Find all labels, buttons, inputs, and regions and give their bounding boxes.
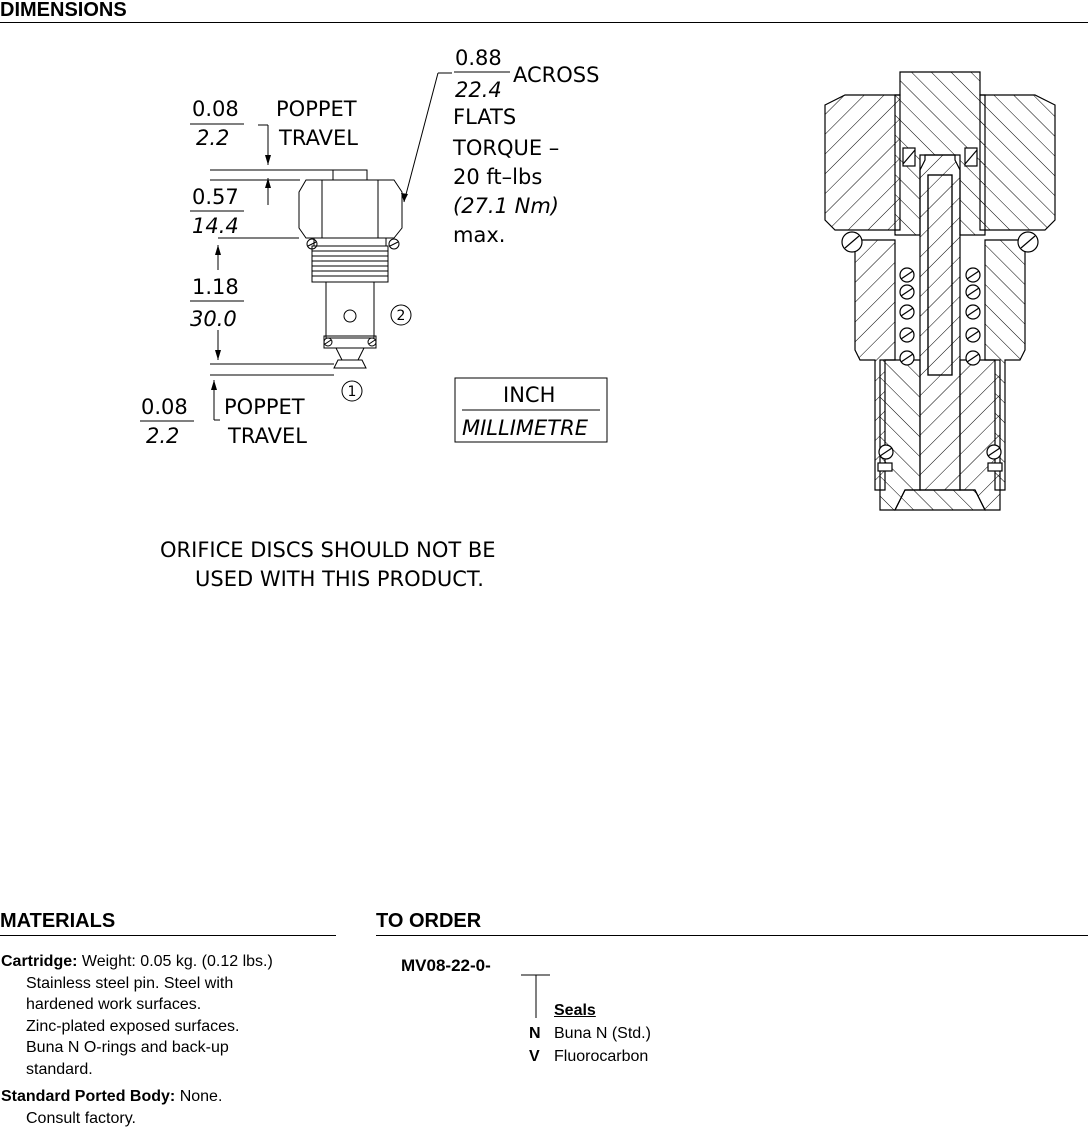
torque-line-3: (27.1 Nm) [453, 194, 559, 218]
materials-header: MATERIALS [0, 910, 116, 932]
bottom-travel-mm: 2.2 [146, 424, 180, 448]
body-length-mm: 30.0 [190, 307, 237, 331]
cartridge-detail: standard. [26, 1060, 93, 1078]
to-order-header: TO ORDER [376, 910, 482, 932]
hex-height-inch: 0.57 [192, 185, 239, 209]
seals-title: Seals [554, 1002, 596, 1019]
pin-top [333, 170, 367, 180]
materials-text [1, 951, 341, 1129]
bottom-travel-label-2: TRAVEL [228, 424, 307, 448]
section-poppet [895, 490, 985, 510]
across-label: ACROSS [513, 63, 600, 87]
torque-line-4: max. [453, 223, 506, 247]
cartridge-label: Cartridge: [1, 953, 78, 970]
hex-nut [299, 180, 402, 238]
seal-option-n [529, 1025, 651, 1043]
across-flats-mm: 22.4 [455, 78, 502, 102]
seal-code: N [529, 1025, 541, 1042]
bottom-travel-label-1: POPPET [224, 395, 305, 419]
cartridge-detail: Stainless steel pin. Steel with [26, 974, 234, 992]
dimensions-header: DIMENSIONS [0, 0, 127, 21]
bottom-travel-inch: 0.08 [141, 395, 188, 419]
body-value: None. [179, 1088, 223, 1105]
materials-rule [0, 935, 336, 936]
note-line-1: ORIFICE DISCS SHOULD NOT BE [160, 538, 496, 562]
section-body-right [960, 360, 1000, 510]
flats-label: FLATS [453, 105, 517, 129]
seal-option-v [529, 1048, 648, 1066]
body-length-inch: 1.18 [192, 275, 239, 299]
seal-code: V [529, 1048, 540, 1065]
top-travel-inch: 0.08 [192, 97, 239, 121]
port-1-label: 1 [347, 384, 357, 400]
top-travel-mm: 2.2 [196, 126, 230, 150]
across-flats-inch: 0.88 [455, 46, 502, 70]
cartridge-detail: Zinc-plated exposed surfaces. [26, 1017, 240, 1035]
cartridge-line [1, 951, 341, 973]
section-nut-right [980, 95, 1055, 230]
torque-line-1: TORQUE – [453, 136, 560, 160]
body-line [1, 1086, 341, 1108]
legend-inch: INCH [503, 383, 556, 407]
cartridge-weight: Weight: 0.05 kg. (0.12 lbs.) [81, 953, 273, 970]
model-code: MV08-22-0- [401, 956, 491, 975]
body-detail: Consult factory. [26, 1109, 136, 1127]
to-order-rule [376, 935, 1088, 936]
dimension-drawing [0, 0, 620, 600]
cross-section-view [800, 60, 1080, 530]
note-line-2: USED WITH THIS PRODUCT. [195, 567, 484, 591]
top-travel-label-1: POPPET [276, 97, 357, 121]
body-label: Standard Ported Body: [1, 1088, 176, 1105]
torque-line-2: 20 ft–lbs [453, 165, 543, 189]
port-2-label: 2 [396, 308, 406, 324]
cartridge-detail: Buna N O-rings and back-up [26, 1039, 229, 1056]
seal-label: Buna N (Std.) [554, 1025, 651, 1042]
legend-mm: MILLIMETRE [462, 416, 588, 440]
section-body-left [880, 360, 920, 510]
seal-label: Fluorocarbon [554, 1048, 649, 1065]
section-nut-left [825, 95, 900, 230]
top-travel-label-2: TRAVEL [279, 126, 358, 150]
hex-height-mm: 14.4 [192, 214, 239, 238]
cartridge-detail: hardened work surfaces. [26, 996, 202, 1013]
